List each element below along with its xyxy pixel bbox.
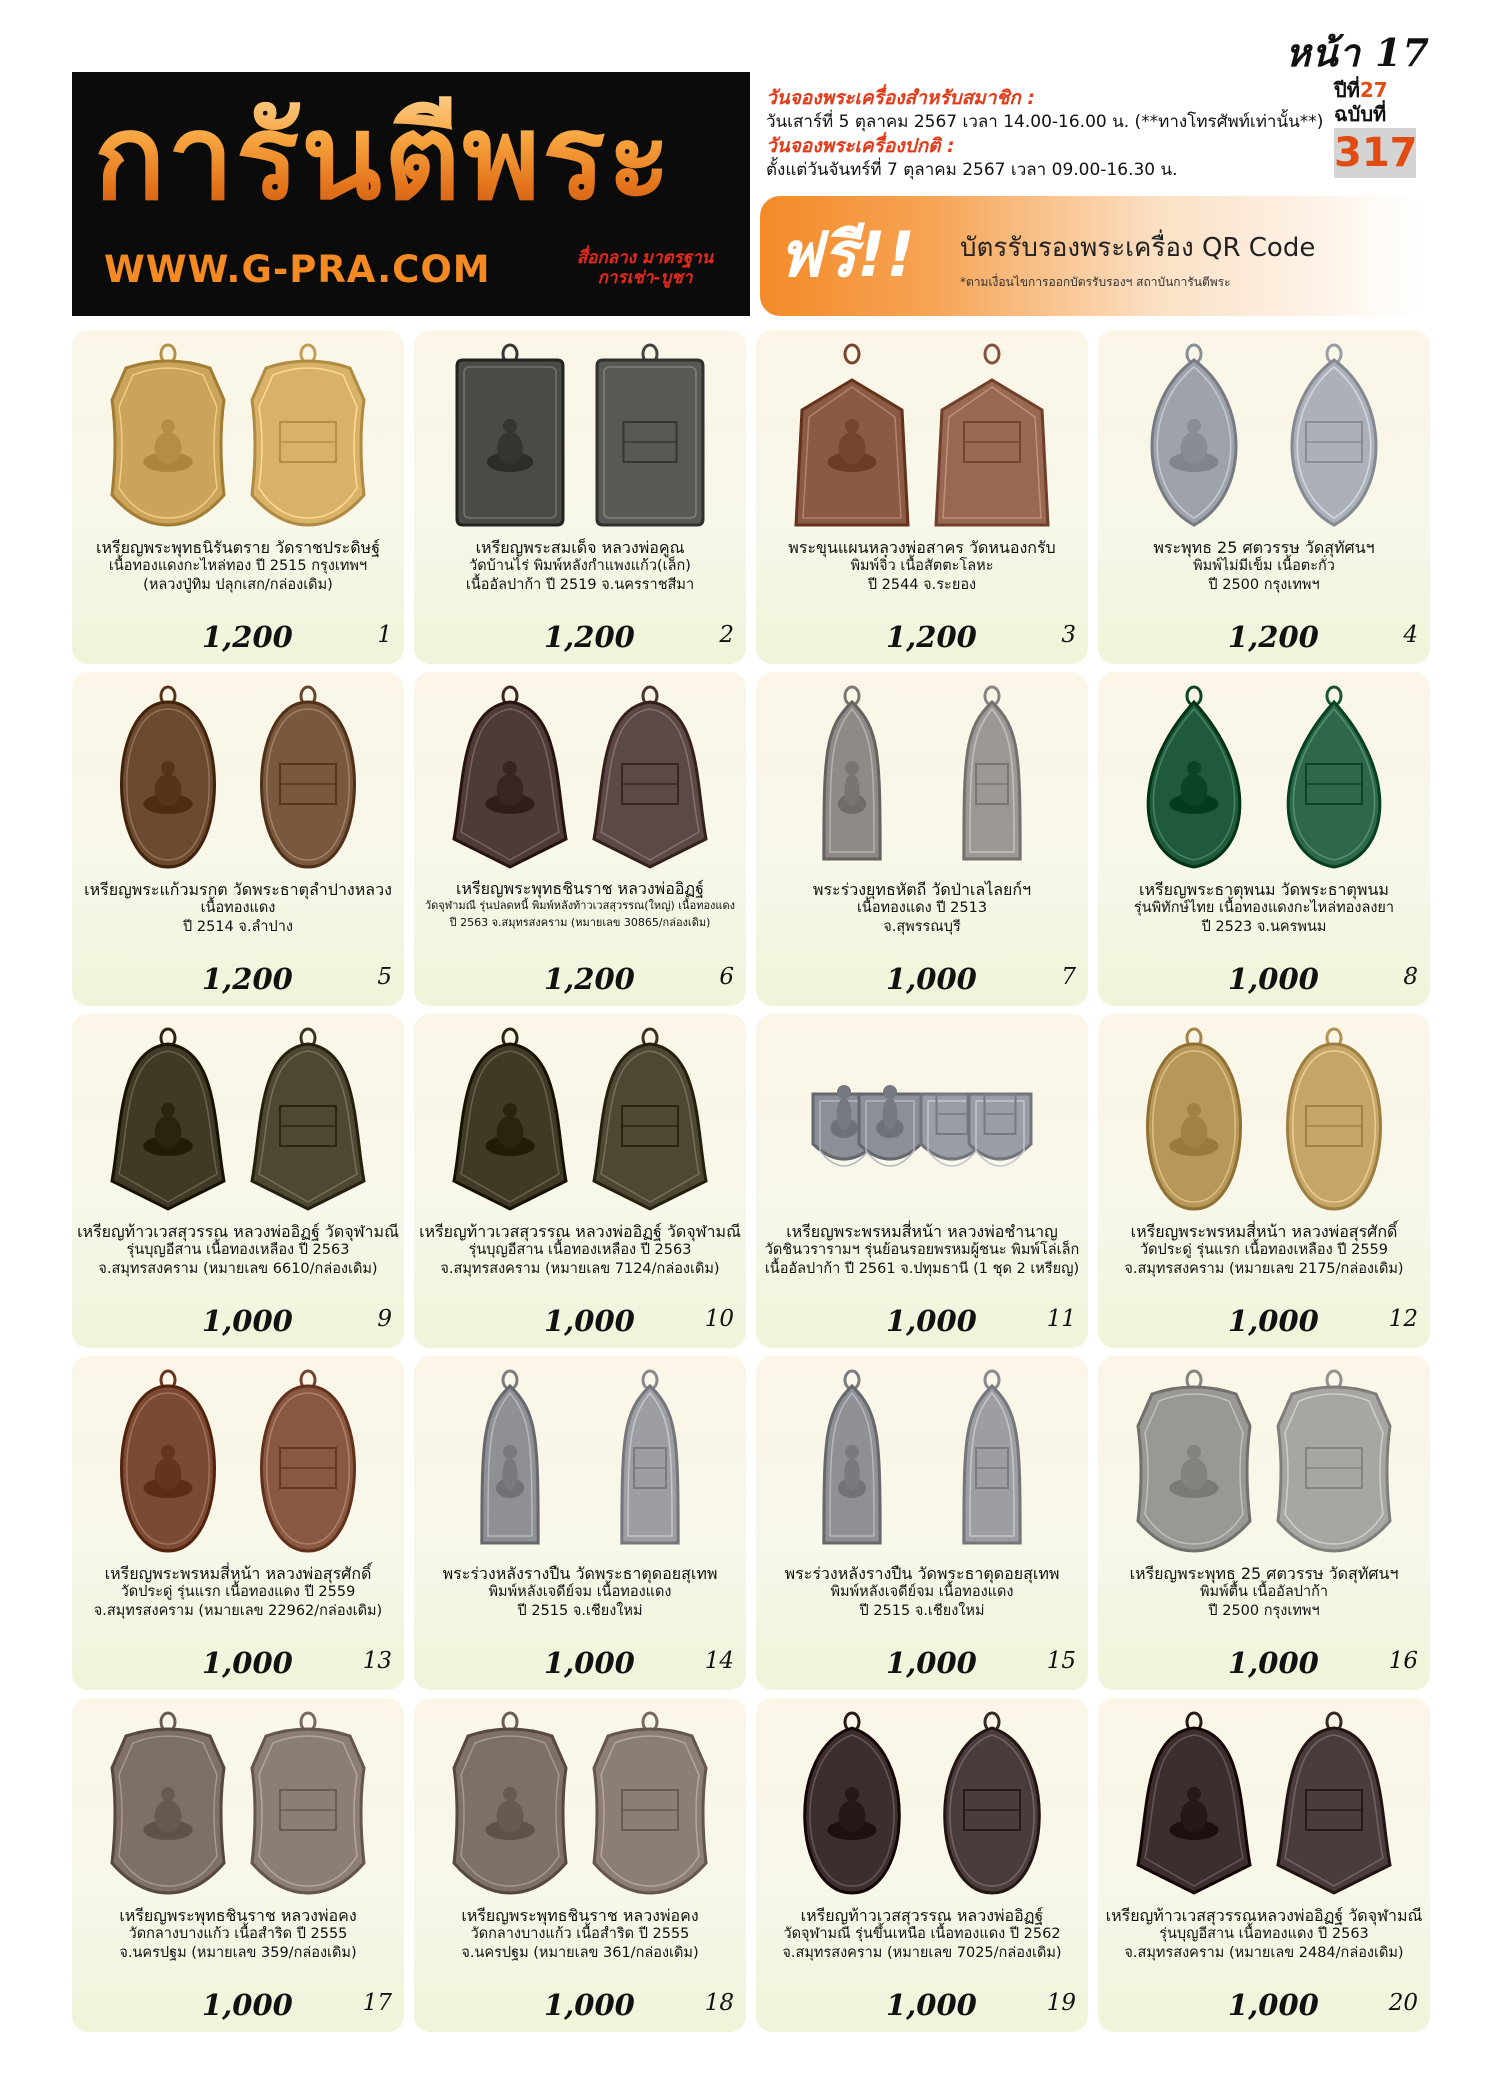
amulet-number: 8 (1403, 964, 1418, 990)
amulet-back (262, 687, 355, 867)
amulet-price: 1,200 (544, 620, 635, 654)
amulet-title: พระร่วงยุทธหัตถี วัดป่าเลไลยก์ฯ (812, 880, 1032, 899)
amulet-card[interactable] (1098, 1356, 1430, 1690)
amulet-card[interactable] (414, 1698, 746, 2032)
amulet-detail: เนื้อทองแดง ปี 2513 (856, 900, 988, 916)
amulet-price: 1,000 (886, 962, 977, 996)
logo-tagline-line1: สื่อกลาง มาตรฐาน (576, 248, 714, 268)
amulet-caption (756, 1222, 1088, 1279)
logo-tagline (550, 248, 740, 288)
amulet-detail: รุ่นบุญอีสาน เนื้อทองเหลือง ปี 2563 (126, 1242, 350, 1258)
amulet-number: 20 (1388, 1990, 1418, 2016)
amulet-number: 3 (1061, 622, 1076, 648)
amulet-back (622, 1371, 678, 1543)
amulet-caption (1098, 1906, 1430, 1963)
amulet-number: 15 (1046, 1648, 1076, 1674)
promo-banner[interactable] (760, 196, 1422, 316)
amulet-photo (72, 1014, 404, 1219)
amulet-detail: รุ่นบุญอีสาน เนื้อทองเหลือง ปี 2563 (468, 1242, 692, 1258)
amulet-back (594, 687, 706, 867)
amulet-caption (1098, 538, 1430, 595)
amulet-number: 14 (704, 1648, 734, 1674)
amulet-number: 12 (1388, 1306, 1418, 1332)
amulet-photo (414, 1356, 746, 1561)
amulet-number: 9 (377, 1306, 392, 1332)
amulet-front (1138, 1371, 1250, 1551)
page-number: หน้า 17 (1285, 30, 1430, 75)
amulet-caption (414, 880, 746, 931)
amulet-front (122, 1371, 215, 1551)
amulet-photo (756, 1356, 1088, 1561)
amulet-caption (414, 1222, 746, 1279)
amulet-photo (756, 1014, 1088, 1219)
amulet-front (1148, 1029, 1241, 1209)
amulet-photo (414, 672, 746, 877)
amulet-title: พระพุทธ 25 ศตวรรษ วัดสุทัศนฯ (1153, 538, 1375, 557)
amulet-card[interactable] (1098, 1014, 1430, 1348)
amulet-detail: วัดประดู่ รุ่นแรก เนื้อทองแดง ปี 2559 (120, 1584, 356, 1600)
amulet-back (1292, 345, 1376, 525)
amulet-front (454, 1029, 566, 1209)
amulet-price: 1,000 (886, 1304, 977, 1338)
amulet-caption (72, 1906, 404, 1963)
amulet-title: เหรียญพระพรหมสี่หน้า หลวงพ่อชำนาญ (786, 1222, 1058, 1241)
amulet-number: 18 (704, 1990, 734, 2016)
amulet-detail: รุ่นพิทักษ์ไทย เนื้อทองแดงกะไหล่ทองลงยา (1133, 900, 1395, 916)
amulet-card[interactable] (72, 672, 404, 1006)
amulet-detail: รุ่นบุญอีสาน เนื้อทองแดง ปี 2563 (1159, 1926, 1369, 1942)
amulet-back (252, 345, 364, 525)
amulet-detail: วัดกลางบางแก้ว เนื้อสำริด ปี 2555 (128, 1926, 348, 1942)
amulet-number: 7 (1061, 964, 1076, 990)
amulet-detail: เนื้อทองแดง (200, 900, 276, 916)
amulet-card[interactable] (414, 330, 746, 664)
amulet-price: 1,200 (202, 620, 293, 654)
amulet-front (454, 687, 566, 867)
amulet-front (805, 1713, 900, 1893)
amulet-detail: ปี 2500 กรุงเทพฯ (1208, 577, 1320, 593)
normal-booking-label: วันจองพระเครื่องปกติ : (766, 135, 955, 157)
amulet-front (1148, 687, 1240, 867)
amulet-photo (1098, 672, 1430, 877)
amulet-photo (72, 672, 404, 877)
amulet-card[interactable] (756, 672, 1088, 1006)
amulet-detail: ปี 2515 จ.เชียงใหม่ (859, 1603, 985, 1619)
amulet-card[interactable] (72, 1356, 404, 1690)
amulet-back (1278, 1371, 1390, 1551)
amulet-back (964, 687, 1020, 859)
amulet-caption (72, 1222, 404, 1279)
amulet-card[interactable] (756, 1356, 1088, 1690)
amulet-title: เหรียญพระพุทธชินราช หลวงพ่ออิฏฐ์ (455, 879, 704, 898)
amulet-number: 13 (362, 1648, 392, 1674)
amulet-front (482, 1371, 538, 1543)
amulet-number: 2 (719, 622, 734, 648)
amulet-price: 1,200 (202, 962, 293, 996)
amulet-detail: ปี 2544 จ.ระยอง (867, 577, 977, 593)
amulet-caption (756, 538, 1088, 595)
amulet-detail: ปี 2515 จ.เชียงใหม่ (517, 1603, 643, 1619)
amulet-back (252, 1029, 364, 1209)
logo-tagline-line2: การเช่า-บูชา (597, 268, 693, 288)
amulet-back (594, 1713, 706, 1893)
amulet-title: เหรียญท้าวเวสสุวรรณ หลวงพ่ออิฏฐ์ วัดจุฬามณี (77, 1222, 399, 1241)
amulet-caption (756, 880, 1088, 937)
amulet-detail: จ.สมุทรสงคราม (หมายเลข 6610/กล่องเดิม) (98, 1261, 378, 1277)
amulet-detail: วัดกลางบางแก้ว เนื้อสำริด ปี 2555 (470, 1926, 690, 1942)
amulet-number: 16 (1388, 1648, 1418, 1674)
amulet-caption (1098, 1564, 1430, 1621)
amulet-detail: ปี 2500 กรุงเทพฯ (1208, 1603, 1320, 1619)
amulet-number: 17 (362, 1990, 392, 2016)
amulet-price: 1,000 (544, 1988, 635, 2022)
promo-text: บัตรรับรองพระเครื่อง QR Code (960, 233, 1316, 263)
amulet-back (262, 1371, 355, 1551)
booking-schedule (766, 86, 1326, 182)
amulet-card[interactable] (1098, 330, 1430, 664)
amulet-caption (414, 538, 746, 595)
amulet-caption (1098, 1222, 1430, 1279)
amulet-back (1288, 1029, 1381, 1209)
amulet-card[interactable] (1098, 672, 1430, 1006)
amulet-number: 4 (1403, 622, 1418, 648)
amulet-title: เหรียญพระพรหมสี่หน้า หลวงพ่อสุรศักดิ์ (104, 1564, 372, 1583)
amulet-detail: พิมพ์ไม่มีเข็ม เนื้อตะกั่ว (1193, 558, 1335, 574)
amulet-photo (756, 330, 1088, 535)
amulet-front (1152, 345, 1236, 525)
amulet-back (594, 1029, 706, 1209)
amulet-title: เหรียญพระแก้วมรกต วัดพระธาตุลำปางหลวง (84, 880, 392, 899)
amulet-detail: จ.สมุทรสงคราม (หมายเลข 2175/กล่องเดิม) (1124, 1261, 1404, 1277)
amulet-caption (414, 1564, 746, 1621)
issue-info (1334, 78, 1430, 186)
amulet-detail: เนื้ออัลปาก้า ปี 2561 จ.ปทุมธานี (1 ชุด 2 เหรียญ) (764, 1261, 1080, 1277)
amulet-card[interactable] (756, 1698, 1088, 2032)
amulet-photo (756, 1698, 1088, 1903)
amulet-detail: วัดบ้านไร่ พิมพ์หลังกำแพงแก้ว(เล็ก) (469, 558, 691, 574)
amulet-title: เหรียญพระพุทธชินราช หลวงพ่อคง (461, 1906, 699, 1925)
amulet-grid (72, 330, 1432, 2040)
amulet-detail: จ.สมุทรสงคราม (หมายเลข 7124/กล่องเดิม) (440, 1261, 720, 1277)
amulet-price: 1,000 (544, 1646, 635, 1680)
amulet-photo (72, 330, 404, 535)
amulet-front (824, 1371, 880, 1543)
amulet-number: 11 (1046, 1306, 1076, 1332)
amulet-title: พระร่วงหลังรางปืน วัดพระธาตุดอยสุเทพ (784, 1564, 1060, 1583)
amulet-title: เหรียญพระพุทธชินราช หลวงพ่อคง (119, 1906, 357, 1925)
amulet-caption (72, 880, 404, 937)
issue-number: 317 (1334, 130, 1418, 176)
amulet-caption (756, 1906, 1088, 1963)
logo-title: การันตีพระ (94, 82, 673, 232)
amulet-card[interactable] (72, 330, 404, 664)
amulet-card[interactable] (414, 672, 746, 1006)
amulet-detail: วัดจุฬามณี รุ่นปลดหนี้ พิมพ์หลังท้าวเวสสุวรรณ(ใหญ่) เนื้อทองแดง (424, 899, 736, 912)
amulet-price: 1,000 (1228, 962, 1319, 996)
year-value: 27 (1359, 78, 1388, 102)
amulet-front (112, 1713, 224, 1893)
amulet-front (859, 1085, 921, 1166)
amulet-title: เหรียญพระธาตุพนม วัดพระธาตุพนม (1139, 880, 1389, 899)
amulet-photo (1098, 330, 1430, 535)
amulet-detail: วัดจุฬามณี รุ่นขึ้นเหนือ เนื้อทองแดง ปี 2562 (783, 1926, 1061, 1942)
amulet-title: พระร่วงหลังรางปืน วัดพระธาตุดอยสุเทพ (442, 1564, 718, 1583)
amulet-card[interactable] (1098, 1698, 1430, 2032)
amulet-price: 1,000 (202, 1988, 293, 2022)
amulet-caption (756, 1564, 1088, 1621)
amulet-back (969, 1094, 1031, 1166)
promo-free-label: ฟรี!! (778, 218, 916, 291)
amulet-title: เหรียญพระพุทธ 25 ศตวรรษ วัดสุทัศนฯ (1129, 1564, 1399, 1583)
amulet-title: พระขุนแผนหลวงพ่อสาคร วัดหนองกรับ (788, 538, 1056, 557)
amulet-price: 1,000 (202, 1304, 293, 1338)
amulet-detail: วัดประดู่ รุ่นแรก เนื้อทองเหลือง ปี 2559 (1139, 1242, 1389, 1258)
amulet-back (252, 1713, 364, 1893)
amulet-back (936, 345, 1048, 525)
amulet-photo (756, 672, 1088, 877)
promo-note: *ตามเงื่อนไขการออกบัตรรับรองฯ สถาบันการันตีพระ (960, 275, 1231, 289)
amulet-card[interactable] (756, 1014, 1088, 1348)
amulet-detail: ปี 2563 จ.สมุทรสงคราม (หมายเลข 30865/กล่องเดิม) (449, 916, 711, 929)
amulet-back (1288, 687, 1380, 867)
amulet-photo (414, 1698, 746, 1903)
amulet-card[interactable] (414, 1356, 746, 1690)
amulet-title: เหรียญท้าวเวสสุวรรณ หลวงพ่ออิฏฐ์ (800, 1906, 1044, 1925)
amulet-caption (72, 1564, 404, 1621)
amulet-price: 1,000 (1228, 1304, 1319, 1338)
normal-booking-value: ตั้งแต่วันจันทร์ที่ 7 ตุลาคม 2567 เวลา 09.00-16.30 น. (766, 160, 1178, 180)
amulet-caption (72, 538, 404, 595)
amulet-price: 1,000 (1228, 1646, 1319, 1680)
year-line (1334, 78, 1430, 102)
amulet-card[interactable] (414, 1014, 746, 1348)
amulet-front (112, 1029, 224, 1209)
amulet-photo (1098, 1698, 1430, 1903)
amulet-card[interactable] (756, 330, 1088, 664)
amulet-price: 1,000 (886, 1988, 977, 2022)
amulet-number: 5 (377, 964, 392, 990)
amulet-front (454, 1713, 566, 1893)
amulet-front (122, 687, 215, 867)
amulet-number: 10 (704, 1306, 734, 1332)
amulet-photo (72, 1356, 404, 1561)
amulet-photo (1098, 1014, 1430, 1219)
amulet-price: 1,000 (544, 1304, 635, 1338)
amulet-detail: (หลวงปู่ทิม ปลุกเสก/กล่องเดิม) (143, 577, 333, 593)
amulet-title: เหรียญพระพรหมสี่หน้า หลวงพ่อสุรศักดิ์ (1130, 1222, 1398, 1241)
amulet-price: 1,200 (886, 620, 977, 654)
amulet-price: 1,000 (886, 1646, 977, 1680)
amulet-detail: พิมพ์จิ๋ว เนื้อสัตตะโลหะ (850, 558, 994, 574)
amulet-price: 1,200 (1228, 620, 1319, 654)
member-booking-label: วันจองพระเครื่องสำหรับสมาชิก : (766, 87, 1035, 109)
amulet-detail: ปี 2514 จ.ลำปาง (183, 919, 293, 935)
amulet-detail: พิมพ์หลังเจดีย์จม เนื้อทองแดง (830, 1584, 1014, 1600)
amulet-title: เหรียญพระสมเด็จ หลวงพ่อคูณ (475, 538, 685, 557)
amulet-number: 19 (1046, 1990, 1076, 2016)
amulet-caption (1098, 880, 1430, 937)
amulet-photo (72, 1698, 404, 1903)
amulet-card[interactable] (72, 1698, 404, 2032)
amulet-number: 1 (377, 622, 392, 648)
amulet-detail: พิมพ์ตื้น เนื้ออัลปาก้า (1199, 1584, 1329, 1600)
amulet-detail: จ.สุพรรณบุรี (883, 919, 961, 935)
amulet-title: เหรียญท้าวเวสสุวรรณ หลวงพ่ออิฏฐ์ วัดจุฬามณี (419, 1222, 741, 1241)
amulet-detail: จ.นครปฐม (หมายเลข 359/กล่องเดิม) (119, 1945, 357, 1961)
amulet-card[interactable] (72, 1014, 404, 1348)
logo-url[interactable]: WWW.G-PRA.COM (104, 248, 491, 291)
year-label: ปีที่ (1334, 78, 1360, 102)
amulet-back (1278, 1713, 1390, 1893)
amulet-title: เหรียญท้าวเวสสุวรรณหลวงพ่ออิฏฐ์ วัดจุฬามณี (1105, 1906, 1423, 1925)
member-booking-value: วันเสาร์ที่ 5 ตุลาคม 2567 เวลา 14.00-16.00 น. (**ทางโทรศัพท์เท่านั้น**) (766, 112, 1324, 132)
amulet-price: 1,200 (544, 962, 635, 996)
amulet-back (945, 1713, 1040, 1893)
brand-logo[interactable] (72, 72, 750, 316)
amulet-front (796, 345, 908, 525)
amulet-title: เหรียญพระพุทธนิรันตราย วัดราชประดิษฐ์ (95, 538, 381, 557)
amulet-detail: จ.สมุทรสงคราม (หมายเลข 7025/กล่องเดิม) (782, 1945, 1062, 1961)
amulet-back (597, 345, 703, 525)
amulet-price: 1,000 (202, 1646, 293, 1680)
issue-label: ฉบับที่ (1334, 102, 1387, 126)
amulet-detail: พิมพ์หลังเจดีย์จม เนื้อทองแดง (488, 1584, 672, 1600)
amulet-photo (1098, 1356, 1430, 1561)
amulet-front (457, 345, 563, 525)
amulet-detail: จ.สมุทรสงคราม (หมายเลข 2484/กล่องเดิม) (1124, 1945, 1404, 1961)
amulet-front (112, 345, 224, 525)
amulet-detail: เนื้ออัลปาก้า ปี 2519 จ.นครราชสีมา (465, 577, 695, 593)
amulet-detail: ปี 2523 จ.นครพนม (1201, 919, 1327, 935)
amulet-front (824, 687, 880, 859)
amulet-detail: เนื้อทองแดงกะไหล่ทอง ปี 2515 กรุงเทพฯ (108, 558, 368, 574)
amulet-detail: จ.สมุทรสงคราม (หมายเลข 22962/กล่องเดิม) (93, 1603, 383, 1619)
amulet-back (964, 1371, 1020, 1543)
amulet-detail: จ.นครปฐม (หมายเลข 361/กล่องเดิม) (461, 1945, 699, 1961)
amulet-caption (414, 1906, 746, 1963)
amulet-photo (414, 1014, 746, 1219)
amulet-price: 1,000 (1228, 1988, 1319, 2022)
amulet-number: 6 (719, 964, 734, 990)
amulet-front (1138, 1713, 1250, 1893)
amulet-detail: วัดชินวรารามฯ รุ่นย้อนรอยพรหมผู้ชนะ พิมพ์โล่เล็ก (764, 1242, 1080, 1258)
amulet-photo (414, 330, 746, 535)
